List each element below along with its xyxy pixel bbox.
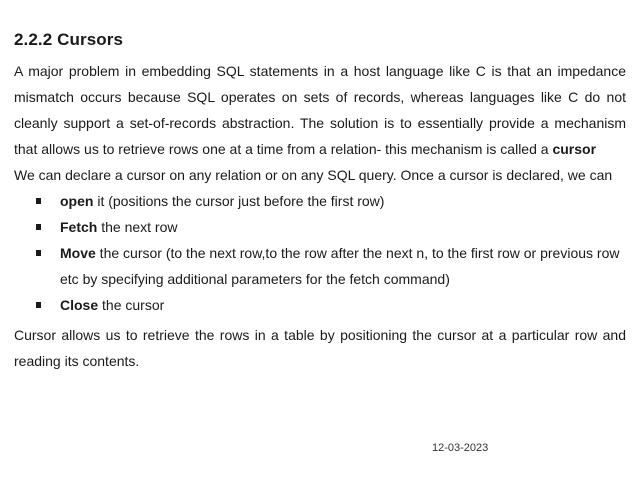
bullet-square-icon — [36, 224, 41, 230]
footer-date: 12-03-2023 — [432, 442, 489, 454]
bullet-square-icon — [36, 302, 41, 308]
bullet-square-icon — [36, 198, 41, 204]
list-item — [0, 188, 638, 214]
cursor-operations-list — [0, 188, 638, 318]
bullet-square-icon — [36, 250, 41, 256]
intro-paragraph-text: A major problem in embedding SQL statements in a host language like C is that an impedance mismatch occurs because SQL operates on sets of records, whereas languages like C do not cleanly support a set-of-records abstraction. The solution is to essentially provide a mechanism that allows us to retrieve rows one at a time from a relation- this mechanism is called a — [14, 63, 626, 157]
intro-paragraph — [14, 58, 626, 162]
operation-description: the cursor — [98, 297, 165, 313]
section-heading: 2.2.2 Cursors — [14, 30, 124, 49]
list-item — [0, 214, 638, 240]
summary-paragraph: Cursor allows us to retrieve the rows in a table by positioning the cursor at a particular row and reading its contents. — [14, 327, 626, 369]
operation-keyword: Move — [60, 245, 96, 261]
operation-keyword: open — [60, 193, 94, 209]
cursor-term: cursor — [552, 141, 597, 157]
operation-description: the next row — [97, 219, 178, 235]
operation-description: it (positions the cursor just before the first row) — [93, 193, 385, 209]
list-item — [0, 240, 638, 292]
operation-description: the cursor (to the next row,to the row after the next n, to the first row or previous row etc by specifying additional parameters for the fetch command) — [60, 245, 620, 287]
declare-paragraph: We can declare a cursor on any relation or on any SQL query. Once a cursor is declared, we can — [14, 167, 613, 183]
operation-keyword: Close — [60, 297, 99, 313]
operation-keyword: Fetch — [60, 219, 98, 235]
list-item — [0, 292, 638, 318]
